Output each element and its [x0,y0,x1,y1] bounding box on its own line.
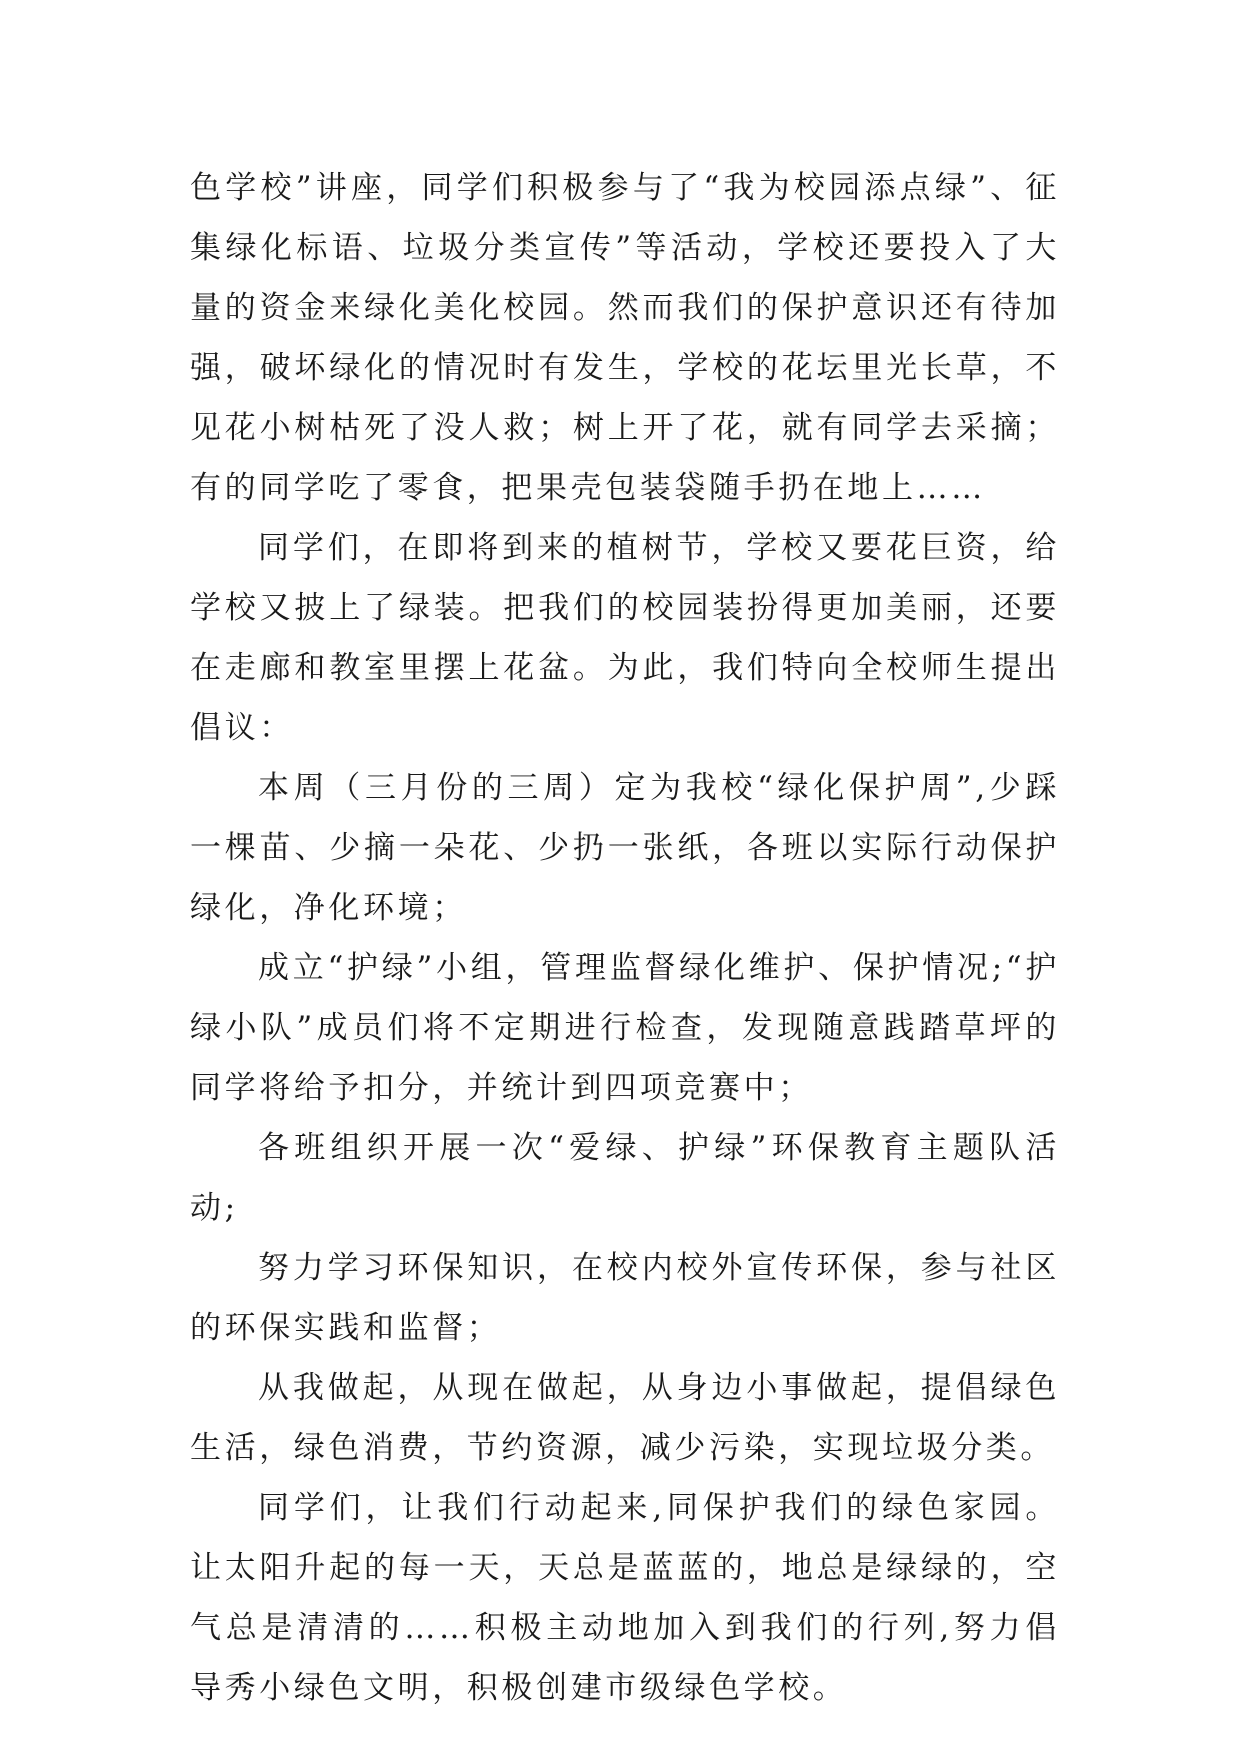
paragraph-start-from-me: 从我做起，从现在做起，从身边小事做起，提倡绿色生活，绿色消费，节约资源，减少污染，实现垃圾分类。 [190,1370,1060,1466]
paragraph-green-team: 成立“护绿”小组，管理监督绿化维护、保护情况;“护绿小队”成员们将不定期进行检查，发现随意践踏草坪的同学将给予扣分，并统计到四项竞赛中； [190,950,1060,1106]
document-body [190,158,1060,1718]
paragraph-class-activity: 各班组织开展一次“爱绿、护绿”环保教育主题队活动; [190,1130,1060,1226]
paragraph-environmental-learning: 努力学习环保知识，在校内校外宣传环保，参与社区的环保实践和监督； [190,1250,1060,1346]
paragraph-tree-planting-day: 同学们，在即将到来的植树节，学校又要花巨资，给学校又披上了绿装。把我们的校园装扮得更加美丽，还要在走廊和教室里摆上花盆。为此，我们特向全校师生提出倡议： [190,530,1060,746]
paragraph-protection-week: 本周（三月份的三周）定为我校“绿化保护周”,少踩一棵苗、少摘一朵花、少扔一张纸，各班以实际行动保护绿化，净化环境； [190,770,1060,926]
paragraph-call-to-action: 同学们，让我们行动起来,同保护我们的绿色家园。让太阳升起的每一天，天总是蓝蓝的，地总是绿绿的，空气总是清清的……积极主动地加入到我们的行列,努力倡导秀小绿色文明，积极创建市级绿色学校。 [190,1490,1060,1706]
paragraph-continuation: 色学校”讲座，同学们积极参与了“我为校园添点绿”、征集绿化标语、垃圾分类宣传”等活动，学校还要投入了大量的资金来绿化美化校园。然而我们的保护意识还有待加强，破坏绿化的情况时有发生，学校的花坛里光长草，不见花小树枯死了没人救；树上开了花，就有同学去采摘；有的同学吃了零食，把果壳包装袋随手扔在地上…… [190,170,1060,506]
